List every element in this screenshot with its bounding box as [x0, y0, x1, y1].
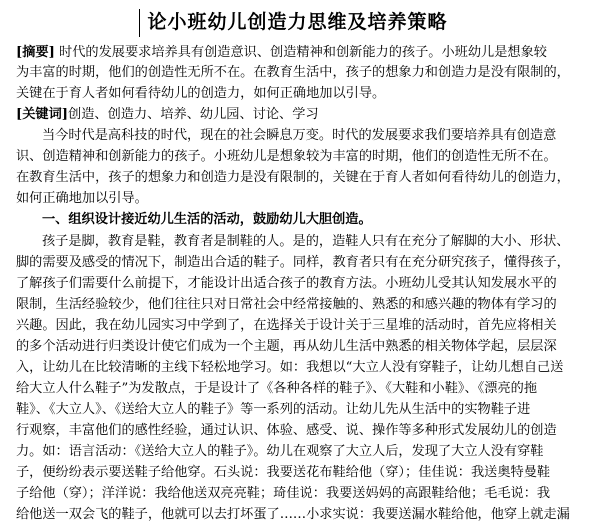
document-title: 论小班幼儿创造力思维及培养策略: [147, 11, 448, 33]
body-line: 孩子是脚，教育是鞋，教育者是制鞋的人。是的，造鞋人只有在充分了解脚的大小、形状、: [42, 234, 570, 249]
intro-line: 识、创造精神和创新能力的孩子。小班幼儿是想象较为丰富的时期，他们的创造性无所不在。: [16, 149, 557, 164]
intro-line: 在教育生活中，孩子的想象力和创造力是没有限制的，关键在于育人者如何看待幼儿的创造力，: [16, 170, 570, 185]
body-line: 限制，生活经验较少，他们往往只对日常社会中经常接触的、熟悉的和感兴趣的物体有学习的: [16, 297, 557, 312]
body-line: 了解孩子们需要什么前提下，才能设计出适合孩子的教育方法。小班幼儿受其认知发展水平的: [16, 276, 557, 291]
body-line: 子，便纷纷表示要送鞋子给他穿。石头说：我要送花布鞋给他（穿）；佳佳说：我送奥特曼鞋: [16, 465, 551, 480]
body-line: 行观察，丰富他们的感性经验，通过认识、体验、感受、说、操作等多种形式发展幼儿的创造: [16, 423, 557, 438]
body-line: 兴趣。因此，我在幼儿园实习中学到了，在选择关于设计关于三星堆的活动时，首先应将相关: [16, 318, 557, 333]
keywords-label: [关键词]: [16, 107, 69, 122]
body-line: 鞋》、《大立人》、《送给大立人的鞋子》等一系列的活动。让幼儿先从生活中的实物鞋子进: [16, 402, 531, 417]
keywords-line: [16, 105, 588, 125]
abstract-line: 为丰富的时期，他们的创造性无所不在。在教育生活中，孩子的想象力和创造力是没有限制的，: [16, 65, 570, 80]
body-line: 力。如：语言活动：《送给大立人的鞋子》。幼儿在观察了大立人后，发现了大立人没有穿鞋: [16, 444, 544, 459]
abstract-text: 时代的发展要求培养具有创造意识、创造精神和创新能力的孩子。小班幼儿是想象较: [54, 45, 547, 60]
abstract-line: 关键在于育人者如何看待幼儿的创造力，如何正确地加以引导。: [16, 86, 386, 101]
body-line: 子给他（穿）；洋洋说：我给他送双亮亮鞋；琦佳说：我要送妈妈的高跟鞋给他；毛毛说：我: [16, 486, 551, 501]
keywords-text: 创造、创造力、培养、幼儿园、讨论、学习: [68, 107, 319, 122]
abstract-label: [摘要]: [16, 45, 55, 60]
abstract-line: [16, 43, 588, 63]
body-line: 的多个活动进行归类设计使它们成为一个主题，再从幼儿生活中熟悉的相关物体学起，层层深: [16, 339, 557, 354]
body-line: 给大立人什么鞋子”为发散点，于是设计了《各种各样的鞋子》、《大鞋和小鞋》、《漂亮的拖: [16, 381, 538, 396]
intro-line: 当今时代是高科技的时代，现在的社会瞬息万变。时代的发展要求我们要培养具有创造意: [42, 128, 557, 143]
section-heading: 一、组织设计接近幼儿生活的活动，鼓励幼儿大胆创造。: [42, 212, 372, 227]
body-line: 脚的需要及感受的情况下，制造出合适的鞋子。同样，教育者只有在充分研究孩子，懂得孩子，: [16, 255, 570, 270]
text-cursor: [139, 9, 140, 37]
body-line: 入，让幼儿在比较清晰的主线下轻松地学习。如：我想以“大立人没有穿鞋子，让幼儿想自己送: [16, 360, 564, 375]
body-line: 给他送一双会飞的鞋子，他就可以去打坏蛋了……小求实说：我要送漏水鞋给他，他穿上就走漏: [16, 507, 570, 522]
intro-line: 如何正确地加以引导。: [16, 191, 148, 206]
